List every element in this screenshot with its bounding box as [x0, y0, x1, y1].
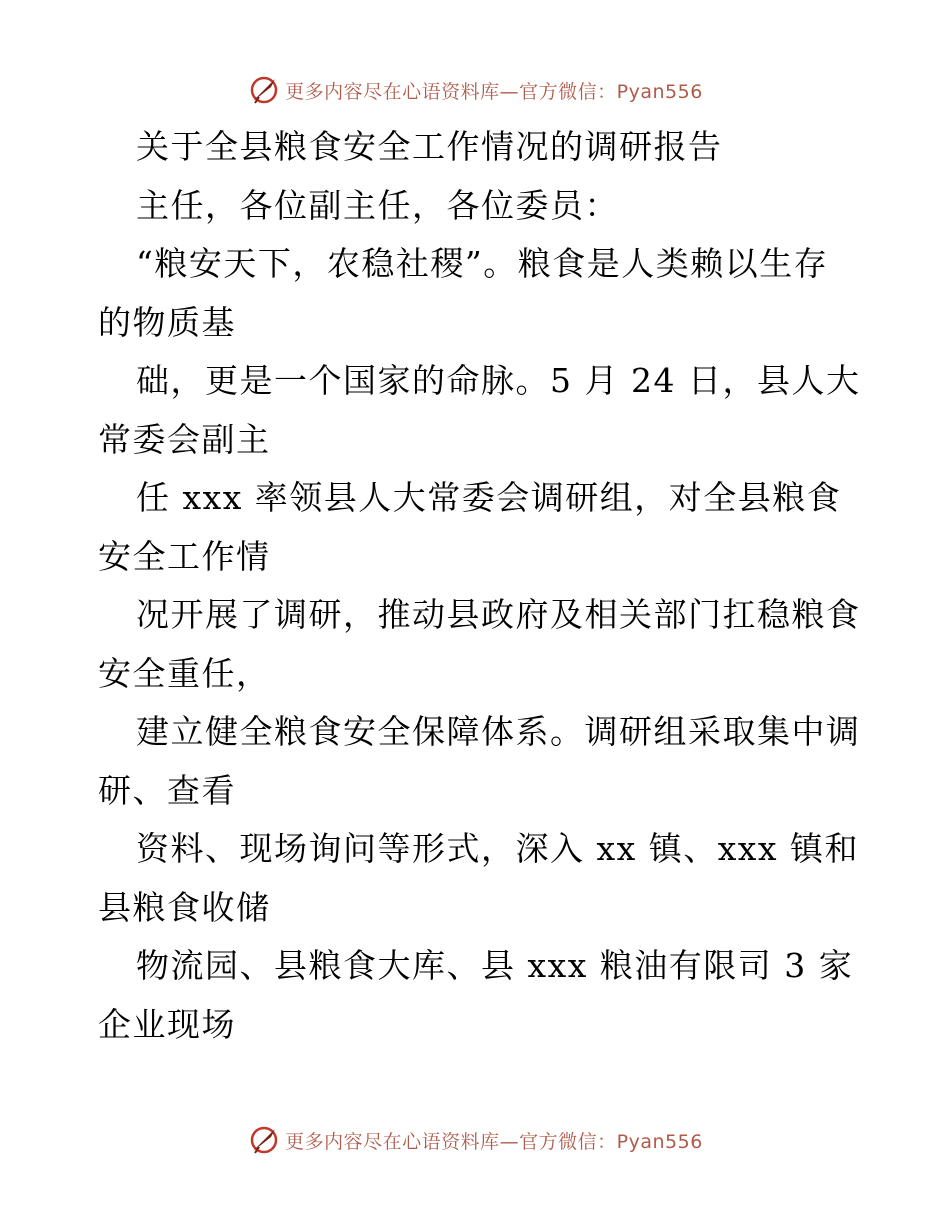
text-line: 常委会副主: [98, 419, 271, 459]
footer-watermark: [0, 1120, 950, 1160]
text-line: 建立健全粮食安全保障体系。调研组采取集中调: [136, 712, 861, 751]
watermark-text: 更多内容尽在心语资料库—官方微信：Pyan556: [285, 80, 703, 103]
text-line: 企业现场: [98, 1004, 236, 1044]
text-line: 的物质基: [98, 302, 236, 342]
text-line: 况开展了调研，推动县政府及相关部门扛稳粮食: [136, 595, 861, 634]
text-line: 研、查看: [98, 770, 236, 810]
text-line: 关于全县粮食安全工作情况的调研报告: [136, 127, 723, 166]
watermark-text: 更多内容尽在心语资料库—官方微信：Pyan556: [285, 1130, 703, 1153]
quill-logo-icon: [247, 1123, 281, 1157]
text-line: 物流园、县粮食大库、县 xxx 粮油有限司 3 家: [136, 946, 854, 985]
quill-logo-icon: [247, 73, 281, 107]
text-line: 础，更是一个国家的命脉。5 月 24 日，县人大: [136, 361, 861, 400]
text-line: “粮安天下，农稳社稷”。粮食是人类赖以生存: [136, 244, 829, 283]
text-line: 任 xxx 率领县人大常委会调研组，对全县粮食: [136, 478, 842, 517]
text-line: 安全重任，: [98, 653, 271, 693]
document-body: [98, 118, 861, 1054]
header-watermark: [0, 70, 950, 110]
text-line: 县粮食收储: [98, 887, 271, 927]
text-line: 资料、现场询问等形式，深入 xx 镇、xxx 镇和: [136, 829, 860, 868]
text-line: 主任，各位副主任，各位委员：: [136, 185, 619, 225]
text-line: 安全工作情: [98, 536, 271, 576]
